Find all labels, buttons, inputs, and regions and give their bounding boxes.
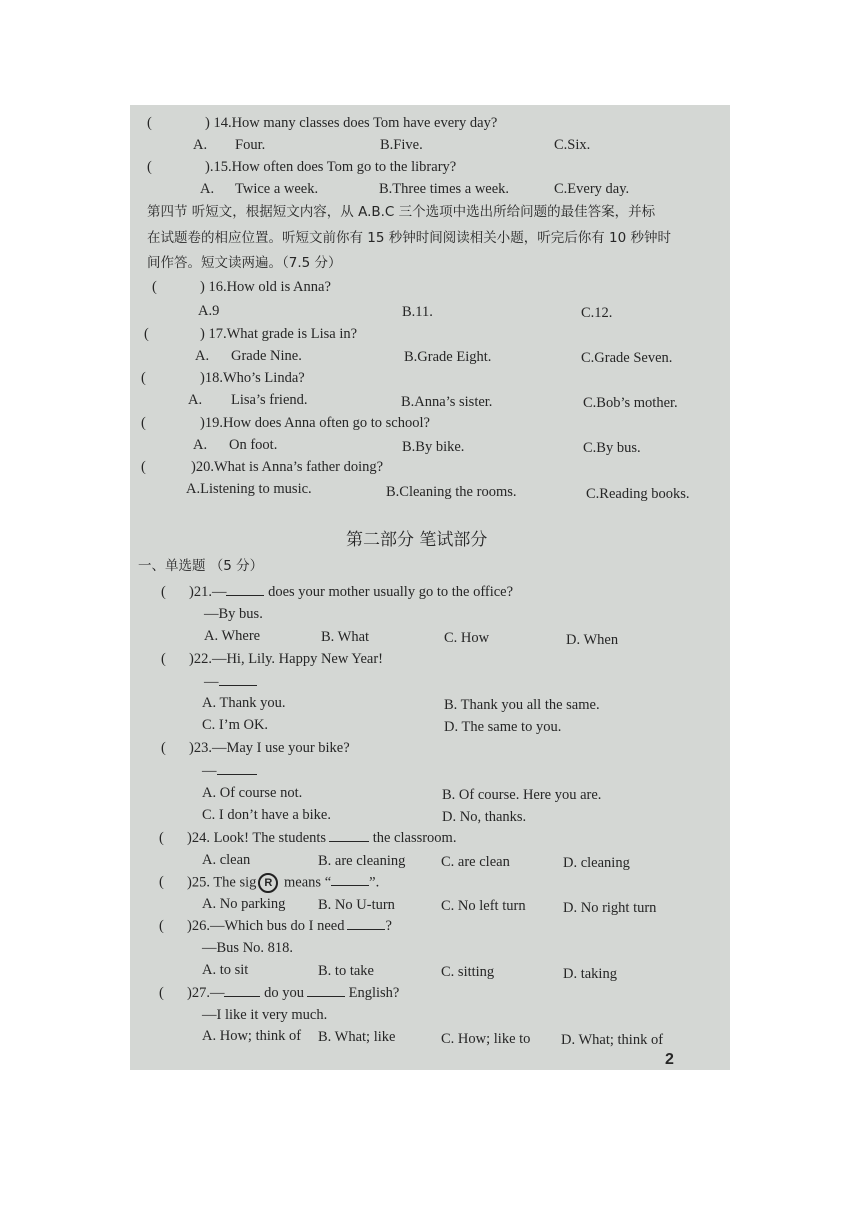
option-a: A. clean [202,852,251,868]
answer-paren: ( [161,651,166,667]
answer-paren: ( [141,370,146,386]
answer-blank [331,873,369,886]
section-4-instructions-line-3: 间作答。短文读两遍。（7.5 分） [147,255,342,271]
option-d: D. When [566,632,619,648]
option-a-label: A. [188,392,203,408]
option-b: B. Of course. Here you are. [442,787,602,803]
question-14: ) 14.How many classes does Tom have every day? [205,115,498,131]
option-b: B.Anna’s sister. [401,394,493,410]
answer-blank [219,673,257,686]
option-c: C.By bus. [583,440,641,456]
option-b: B. to take [318,963,374,979]
option-d: D. cleaning [563,855,630,871]
answer-paren: ( [147,159,152,175]
option-a: On foot. [229,437,278,453]
option-a: Grade Nine. [231,348,302,364]
option-c: C. sitting [441,964,495,980]
question-17: ) 17.What grade is Lisa in? [200,326,358,342]
question-22: )22.—Hi, Lily. Happy New Year! [189,651,383,667]
option-a-label: A. [193,137,208,153]
question-24: )24. Look! The students the classroom. [187,830,457,846]
option-c: C. are clean [441,854,510,870]
question-25: )25. The sig R means “ ”. [187,873,379,893]
option-a-label: A. [193,437,208,453]
option-a-label: A. [195,348,210,364]
option-a: A. Thank you. [202,695,286,711]
option-c: C.Every day. [554,181,630,197]
answer-paren: ( [141,459,146,475]
question-21: )21.— does your mother usually go to the office? [189,584,514,600]
option-b: B.Three times a week. [379,181,510,197]
answer-paren: ( [159,985,164,1001]
option-a: A. Where [204,628,261,644]
question-20: )20.What is Anna’s father doing? [191,459,384,475]
option-c: C. How [444,630,490,646]
option-a: Twice a week. [235,181,319,197]
option-a: Four. [235,137,266,153]
question-15: ).15.How often does Tom go to the library? [205,159,457,175]
option-a: Lisa’s friend. [231,392,308,408]
no-right-turn-sign-icon: R [258,873,278,893]
answer-paren: ( [161,584,166,600]
answer-blank [217,762,257,775]
answer-paren: ( [147,115,152,131]
answer-blank [307,984,345,997]
answer-paren: ( [152,279,157,295]
answer-blank [226,583,264,596]
question-16: ) 16.How old is Anna? [200,279,331,295]
option-d: D. No, thanks. [442,809,527,825]
option-a: A. No parking [202,896,286,912]
answer-blank [224,984,260,997]
option-b: B. What; like [318,1029,396,1045]
option-c: C.Bob’s mother. [583,395,678,411]
answer-paren: ( [141,415,146,431]
question-23: )23.—May I use your bike? [189,740,350,756]
option-d: D. What; think of [561,1032,664,1048]
dialogue-reply: — [202,762,257,780]
option-c: C. No left turn [441,898,526,914]
option-a: A. to sit [202,962,249,978]
option-c: C. I’m OK. [202,717,269,733]
option-d: D. taking [563,966,617,982]
answer-blank [347,917,385,930]
option-b: B.Five. [380,137,423,153]
section-1-title: 一、单选题 （5 分） [138,558,264,574]
dialogue-reply: —By bus. [204,606,263,622]
question-26: )26.—Which bus do I need ? [187,918,392,934]
answer-paren: ( [144,326,149,342]
question-27: )27.— do you English? [187,985,400,1001]
option-c: C.Reading books. [586,486,690,502]
dialogue-reply: —I like it very much. [202,1007,328,1023]
part-2-title: 第二部分 笔试部分 [346,530,488,550]
answer-paren: ( [159,830,164,846]
option-b: B.Cleaning the rooms. [386,484,517,500]
option-c: C.Grade Seven. [581,350,673,366]
dialogue-reply: — [204,673,257,691]
option-a-label: A. [200,181,215,197]
option-b: B. No U-turn [318,897,395,913]
answer-paren: ( [159,918,164,934]
answer-paren: ( [161,740,166,756]
option-d: D. No right turn [563,900,657,916]
option-b: B.11. [402,304,433,320]
option-b: B. What [321,629,370,645]
section-4-instructions-line-1: 第四节 听短文，根据短文内容，从 A.B.C 三个选项中选出所给问题的最佳答案，并标 [147,204,656,220]
option-c: C. How; like to [441,1031,531,1047]
option-b: B.Grade Eight. [404,349,492,365]
option-d: D. The same to you. [444,719,562,735]
option-b: B.By bike. [402,439,465,455]
answer-paren: ( [159,874,164,890]
option-a: A. Of course not. [202,785,303,801]
answer-blank [329,829,369,842]
option-b: B. Thank you all the same. [444,697,600,713]
option-b: B. are cleaning [318,853,406,869]
option-a: A.9 [198,303,220,319]
option-c: C.12. [581,305,613,321]
section-4-instructions-line-2: 在试题卷的相应位置。听短文前你有 15 秒钟时间阅读相关小题，听完后你有 10 秒钟时 [147,230,672,246]
page-number: 2 [665,1051,674,1068]
question-19: )19.How does Anna often go to school? [200,415,430,431]
question-18: )18.Who’s Linda? [200,370,305,386]
option-a: A.Listening to music. [186,481,312,497]
option-c: C.Six. [554,137,591,153]
option-c: C. I don’t have a bike. [202,807,331,823]
dialogue-reply: —Bus No. 818. [202,940,294,956]
option-a: A. How; think of [202,1028,302,1044]
